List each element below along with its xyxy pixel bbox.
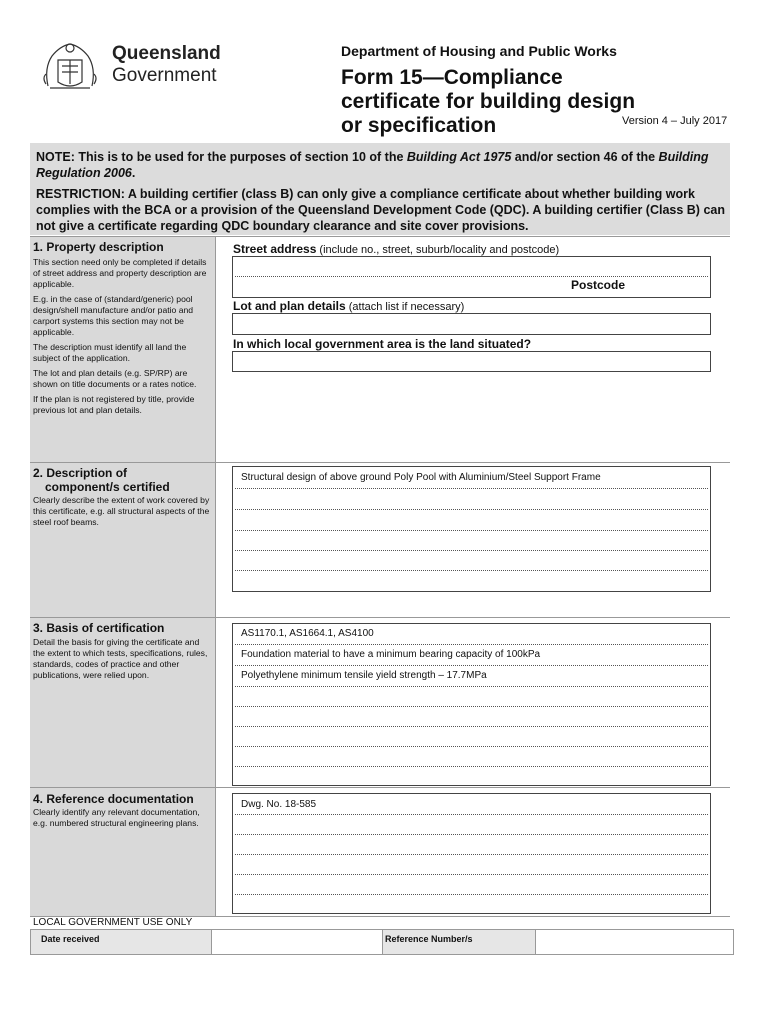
local-government-use-title: LOCAL GOVERNMENT USE ONLY — [33, 917, 193, 928]
local-government-area-label: In which local government area is the land situated? — [233, 337, 532, 351]
section-2-description: Clearly describe the extent of work covered by this certificate, e.g. all structural aspects of the steel roof beams. — [33, 495, 210, 527]
version-label: Version 4 – July 2017 — [622, 115, 728, 127]
section-divider — [30, 617, 730, 618]
date-received-label-cell — [31, 930, 212, 954]
local-government-area-field[interactable] — [232, 351, 711, 372]
section-divider — [30, 236, 730, 237]
basis-of-certification-field[interactable] — [232, 623, 711, 786]
postcode-label: Postcode — [571, 278, 626, 292]
section-4-description: Clearly identify any relevant documentation, e.g. numbered structural engineering plans. — [33, 807, 200, 828]
logo-wordmark-queensland: Queensland — [112, 43, 221, 64]
component-description-field[interactable] — [232, 466, 711, 592]
street-address-label: Street address (include no., street, suburb/locality and postcode) — [233, 242, 560, 256]
regulation-name: Building Regulation 2006 — [36, 150, 709, 180]
reference-documentation-field[interactable] — [232, 793, 711, 914]
section-1-title: 1. Property description — [33, 240, 164, 254]
basis-line-2: Foundation material to have a minimum bearing capacity of 100kPa — [241, 649, 541, 660]
section-3-description: Detail the basis for giving the certificate and the extent to which tests, specifications, rules, standards, codes of practice and other publications, were relied upon. — [33, 637, 208, 680]
act-name: Building Act 1975 — [406, 150, 512, 164]
column-divider — [215, 236, 216, 916]
component-description-value: Structural design of above ground Poly Pool with Aluminium/Steel Support Frame — [241, 472, 601, 483]
date-received-field[interactable] — [212, 930, 383, 954]
section-3-title: 3. Basis of certification — [33, 621, 165, 635]
section-4-title: 4. Reference documentation — [33, 792, 194, 806]
note-text: NOTE: This is to be used for the purposes of section 10 of the Building Act 1975 and/or section 46 of the Building Regulation 2006. — [36, 150, 709, 180]
section-divider — [30, 462, 730, 463]
reference-number-label: Reference Number/s — [385, 934, 473, 944]
street-address-field[interactable] — [232, 256, 711, 298]
basis-line-3: Polyethylene minimum tensile yield strength – 17.7MPa — [241, 670, 487, 681]
reference-value: Dwg. No. 18-585 — [241, 799, 317, 810]
section-2-title: 2. Description of component/s certified — [33, 466, 170, 494]
local-government-use-row — [30, 929, 734, 955]
lot-plan-label: Lot and plan details (attach list if necessary) — [233, 299, 465, 313]
reference-number-label-cell — [383, 930, 536, 954]
reference-number-field[interactable] — [536, 930, 732, 954]
restriction-text: RESTRICTION: A building certifier (class B) can only give a compliance certificate about whether building work complies with the BCA or a provision of the Queensland Development Code (QDC). A building certifier (Class B) can not give a certificate regarding QDC boundary clearance and site cover provisions. — [36, 187, 725, 233]
form-title: Form 15—Compliance certificate for building design or specification — [341, 66, 636, 137]
date-received-label: Date received — [41, 934, 100, 944]
section-1-description: This section need only be completed if details of street address and property description are applicable. E.g. in the case of (standard/generic) pool design/shell manufacture and/or patio and carport systems this section may not be applicable. The description must identify all land the subject of the application. The lot and plan details (e.g. SP/RP) are shown on title documents or a rates notice. If the plan is not registered by title, provide previous lot and plan details. — [33, 257, 207, 415]
department-name: Department of Housing and Public Works — [341, 43, 617, 59]
logo-wordmark-government: Government — [112, 65, 217, 86]
section-divider — [30, 787, 730, 788]
basis-line-1: AS1170.1, AS1664.1, AS4100 — [241, 628, 374, 639]
lot-plan-field[interactable] — [232, 313, 711, 335]
